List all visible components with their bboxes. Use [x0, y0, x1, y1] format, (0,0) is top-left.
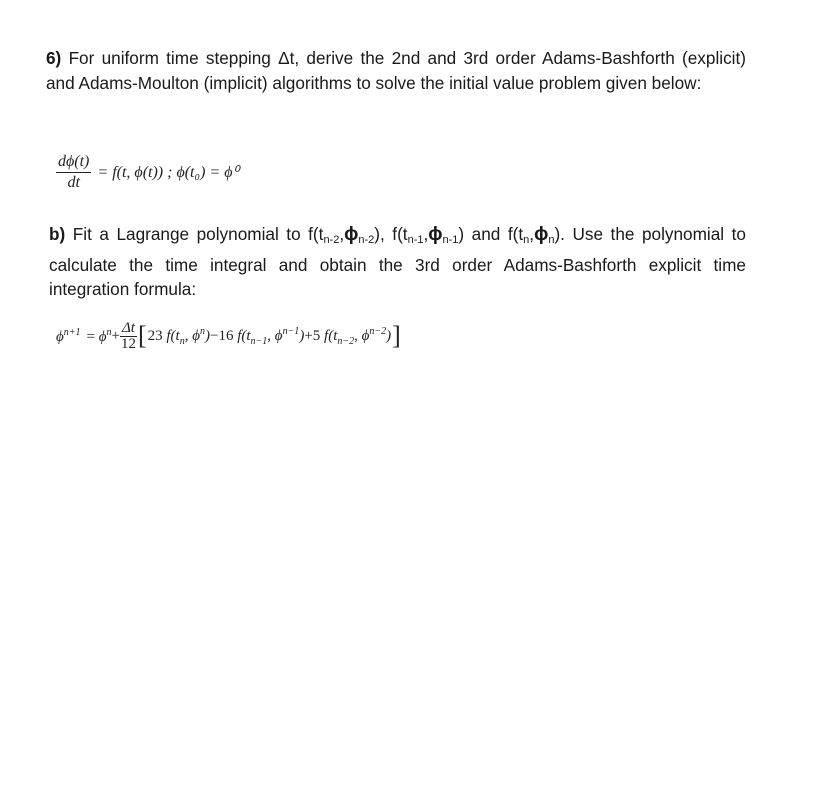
t-sub-1: n-2 [323, 234, 340, 246]
t-sub-2: n-1 [407, 234, 424, 246]
frac-numerator: Δt [121, 319, 135, 336]
ode-equation [56, 148, 239, 196]
phi-sub-1: n-2 [358, 234, 375, 246]
formula-plus: + [111, 327, 120, 344]
formula-lhs: $\phi^{n+1}$ [56, 326, 81, 345]
formula-eq: = $\phi^n$ [86, 326, 112, 345]
formula-body: 23 $f(t_n$, $\phi^n)-16$ $f(t_{n-1}$, $\phi^{n-1})+5$ $f(t_{n-2}$, $\phi^{n-2}$) [147, 325, 392, 347]
open-bracket: [ [137, 321, 147, 350]
dt-over-12 [120, 321, 137, 352]
phi-symbol-2: ϕ [428, 224, 443, 245]
joiner-1: ), f(t [374, 224, 408, 244]
close-bracket: ] [392, 321, 401, 350]
part-b-label: b) [49, 224, 66, 244]
question-6 [46, 46, 746, 95]
phi-sub-3: n [548, 234, 555, 246]
adams-bashforth-formula [56, 316, 402, 356]
question-text: For uniform time stepping Δt, derive the 2nd and 3rd order Adams-Bashforth (explicit) and Adams-Moulton (implicit) algorithms to solve the initial value problem given below: [46, 48, 746, 93]
phi-symbol-3: ϕ [534, 224, 549, 245]
part-b-text-start: Fit a Lagrange polynomial to f(t [72, 224, 324, 244]
derivative-numerator: dϕ(t) [56, 152, 91, 173]
phi-symbol-1: ϕ [344, 224, 359, 245]
t-sub-3: n [523, 234, 530, 246]
part-b: b) Fit a Lagrange polynomial to $f(t_{n-2},\phi_{n-2})$, $f(t_{n-1},\phi_{n-1})$ and $f(t_n,\phi_n)$. Use the polynomial to calculate the time integral and obtain the 3rd order Adams-Bashforth explicit time integration formula: [49, 224, 746, 299]
frac-denominator: 12 [120, 335, 136, 352]
derivative-denominator: dt [67, 173, 80, 191]
ode-rhs: = f(t, ϕ(t)) ; ϕ(t₀) = ϕ⁰ [97, 164, 239, 181]
derivative-fraction [56, 152, 91, 193]
question-number: 6) [46, 48, 62, 68]
part-b-text-end: ). Use the polynomial to calculate the time integral and obtain the 3rd order Adams-Bashforth explicit time integration formula: [49, 224, 746, 299]
phi-sub-2: n-1 [442, 234, 459, 246]
joiner-2: ) and f(t [458, 224, 524, 244]
